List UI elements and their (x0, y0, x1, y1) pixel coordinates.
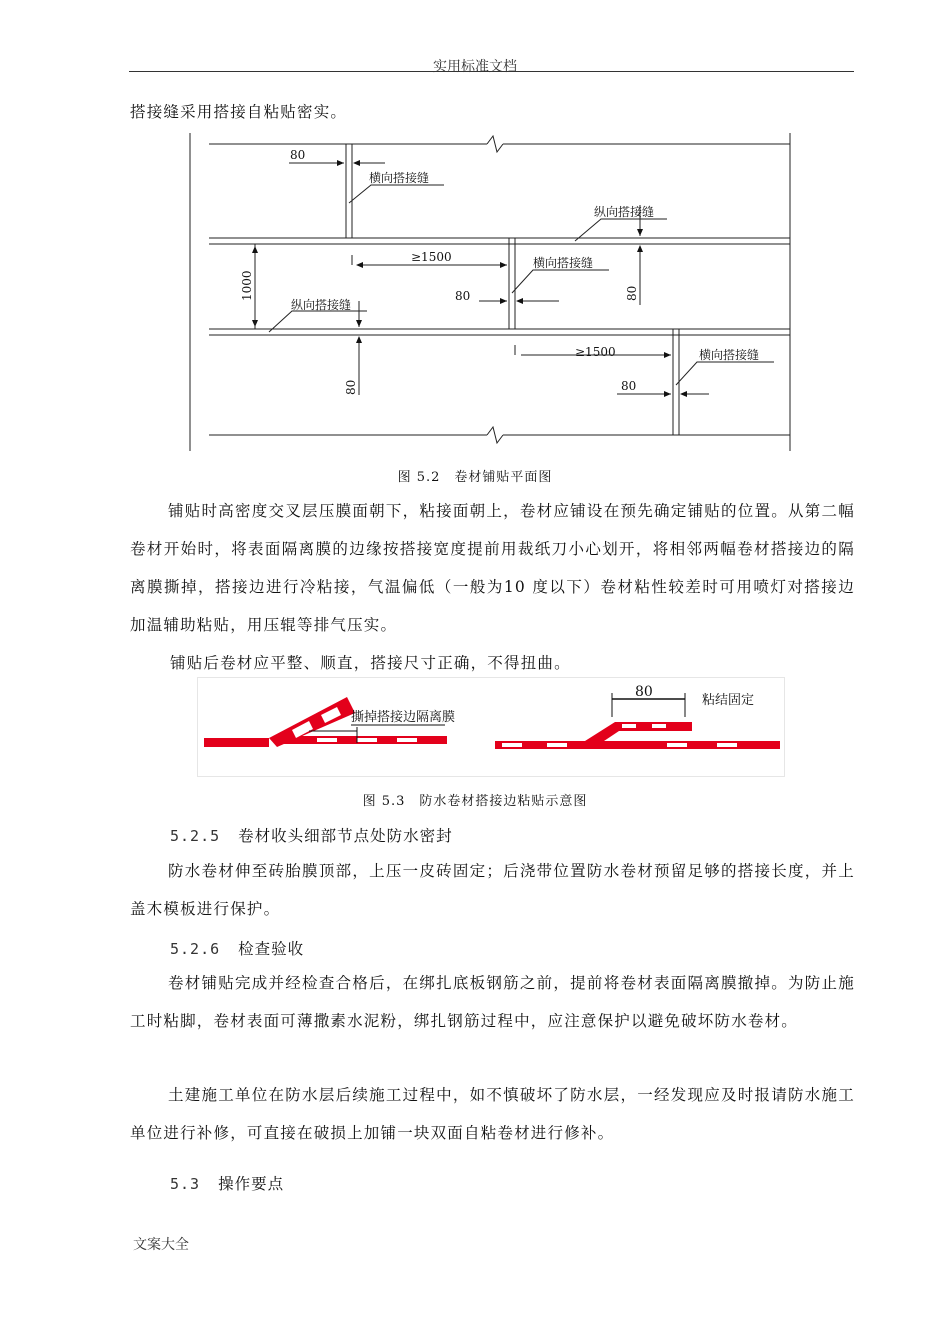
dim-80-top: 80 (290, 148, 306, 162)
section-number: 5.2.6 (170, 940, 221, 958)
dim-1500-1: ≥1500 (411, 250, 452, 264)
membrane-layout-plan-figure (189, 133, 792, 451)
paragraph-repair: 土建施工单位在防水层后续施工过程中，如不慎破坏了防水层，一经发现应及时报请防水施工单位进行补修，可直接在破损上加铺一块双面自粘卷材进行修补。 (130, 1086, 855, 1142)
dim-80-vertical-right: 80 (625, 285, 639, 301)
label-bond-fix: 粘结固定 (702, 693, 755, 708)
figure-5-3-caption: 图 5.3 防水卷材搭接边粘贴示意图 (362, 794, 588, 809)
section-5-2-6-heading (170, 937, 304, 959)
dim-1500-2: ≥1500 (575, 345, 616, 359)
page-footer: 文案大全 (133, 1237, 189, 1253)
header-rule (129, 71, 854, 72)
dim-80-lap-width: 80 (635, 684, 653, 700)
dim-80-vertical-left: 80 (344, 379, 358, 395)
label-transverse-seam-1: 横向搭接缝 (369, 171, 430, 185)
dim-80-bottom: 80 (621, 379, 637, 393)
dim-1000: 1000 (240, 270, 254, 301)
page-header: 实用标准文档 (433, 59, 517, 75)
label-transverse-seam-2: 横向搭接缝 (533, 256, 594, 270)
section-title: 卷材收头细部节点处防水密封 (238, 827, 453, 845)
section-title: 操作要点 (218, 1175, 285, 1193)
section-number: 5.3 (170, 1175, 201, 1193)
paragraph-laying-requirement: 铺贴后卷材应平整、顺直，搭接尺寸正确，不得扭曲。 (170, 654, 571, 672)
paragraph-laying-method: 铺贴时高密度交叉层压膜面朝下，粘接面朝上，卷材应铺设在预先确定铺贴的位置。从第二幅卷材开始时，将表面隔离膜的边缘按搭接宽度提前用裁纸刀小心划开，将相邻两幅卷材搭接边的隔离膜撕掉，搭接边进行冷粘接，气温偏低（一般为10 度以下）卷材粘性较差时可用喷灯对搭接边加温辅助粘贴，用压辊等排气压实。 (130, 502, 855, 634)
paragraph-edge-sealing: 防水卷材伸至砖胎膜顶部，上压一皮砖固定；后浇带位置防水卷材预留足够的搭接长度，并上盖木模板进行保护。 (130, 862, 855, 918)
section-title: 检查验收 (238, 940, 305, 958)
paragraph-inspection: 卷材铺贴完成并经检查合格后，在绑扎底板钢筋之前，提前将卷材表面隔离膜撤掉。为防止施工时粘脚，卷材表面可薄撒素水泥粉，绑扎钢筋过程中，应注意保护以避免破坏防水卷材。 (130, 974, 855, 1030)
figure-5-2-caption: 图 5.2 卷材铺贴平面图 (397, 470, 553, 485)
intro-line: 搭接缝采用搭接自粘贴密实。 (130, 103, 348, 121)
label-peel-release-film: 撕掉搭接边隔离膜 (351, 710, 456, 725)
label-transverse-seam-3: 横向搭接缝 (699, 348, 760, 362)
label-longitudinal-seam-1: 纵向搭接缝 (594, 205, 655, 219)
label-longitudinal-seam-2: 纵向搭接缝 (291, 298, 352, 312)
section-number: 5.2.5 (170, 827, 221, 845)
dim-80-mid: 80 (455, 289, 471, 303)
section-5-2-5-heading (170, 824, 453, 846)
section-5-3-heading (170, 1172, 284, 1194)
lap-seam-bonding-figure (197, 677, 785, 777)
